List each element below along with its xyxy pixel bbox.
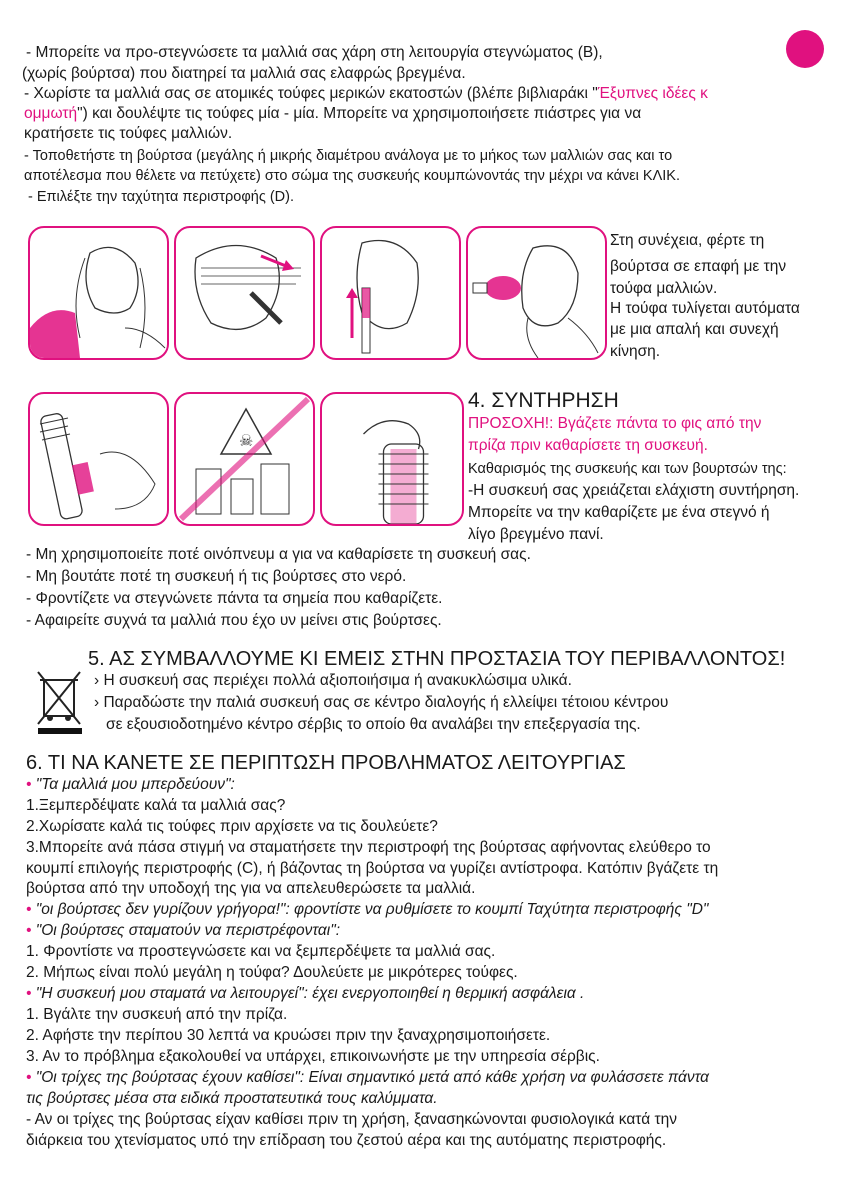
- problem-3-step-1: 1. Φροντίστε να προστεγνώσετε και να ξεμπερδέψετε τα μαλλιά σας.: [26, 943, 496, 960]
- problem-1-step-3c: βούρτσα από την υποδοχή της για να απελευθερώσετε τα μαλλιά.: [26, 880, 476, 897]
- problem-3-step-2: 2. Μήπως είναι πολύ μεγάλη η τούφα? Δουλεύετε με μικρότερες τούφες.: [26, 964, 518, 981]
- problem-2: • "οι βούρτσες δεν γυρίζουν γρήγορα!": φροντίστε να ρυθμίσετε το κουμπί Ταχύτητα περιστροφής "D": [26, 901, 709, 918]
- side-text-5: με μια απαλή και συνεχή: [610, 321, 779, 338]
- chevron-right-icon: ›: [94, 694, 100, 711]
- maintenance-bullet-1: - Μη χρησιμοποιείτε ποτέ οινόπνευμ α για να καθαρίσετε τη συσκευή σας.: [26, 546, 531, 563]
- intro-line-8: - Επιλέξτε την ταχύτητα περιστροφής (D).: [28, 189, 294, 205]
- maintenance-line-3: Μπορείτε να την καθαρίζετε με ένα στεγνό ή: [468, 504, 770, 521]
- troubleshooting-title: 6. ΤΙ ΝΑ ΚΑΝΕΤΕ ΣΕ ΠΕΡΙΠΤΩΣΗ ΠΡΟΒΛΗΜΑΤΟΣ ΛΕΙΤΟΥΡΓΙΑΣ: [26, 752, 626, 774]
- problem-1-step-2: 2.Χωρίσατε καλά τις τούφες πριν αρχίσετε να τις δουλεύετε?: [26, 818, 438, 835]
- problem-6-line-1: - Αν οι τρίχες της βούρτσας είχαν καθίσει πριν τη χρήση, ξανασηκώνονται φυσιολογικά κατά την: [26, 1111, 677, 1128]
- side-text-1: Στη συνέχεια, φέρτε τη: [610, 232, 765, 249]
- svg-text:☠: ☠: [239, 433, 254, 450]
- page-marker-dot: [786, 30, 824, 68]
- maintenance-line-4: λίγο βρεγμένο πανί.: [468, 526, 604, 543]
- problem-1-title: • "Τα μαλλιά μου μπερδεύουν":: [26, 776, 235, 793]
- problem-1-step-1: 1.Ξεμπερδέψατε καλά τα μαλλιά σας?: [26, 797, 286, 814]
- problem-4-title: • "Η συσκευή μου σταματά να λειτουργεί": έχει ενεργοποιηθεί η θερμική ασφάλεια .: [26, 985, 585, 1002]
- illustration-brush-cleaning: [320, 392, 464, 526]
- illustration-winding: [466, 226, 607, 360]
- intro-line-5: κρατήσετε τις τούφες μαλλιών.: [24, 125, 233, 142]
- side-text-2: βούρτσα σε επαφή με την: [610, 258, 787, 275]
- environment-line-3: σε εξουσιοδοτημένο κέντρο σέρβις το οποίο θα αναλάβει την επεξεργασία της.: [106, 716, 641, 733]
- problem-5-title: • "Οι τρίχες της βούρτσας έχουν καθίσει": Είναι σημαντικό μετά από κάθε χρήση να φυλάσσετε πάντα: [26, 1069, 710, 1086]
- intro-line-1: - Μπορείτε να προ-στεγνώσετε τα μαλλιά σας χάρη στη λειτουργία στεγνώματος (B),: [26, 44, 603, 61]
- problem-1-step-3: 3.Μπορείτε ανά πάσα στιγμή να σταματήσετε την περιστροφή της βούρτσας αφήνοντας ελεύθερο το: [26, 839, 711, 856]
- problem-5-line-2: τις βούρτσες μέσα στα ειδικά προστατευτικά τους καλύμματα.: [26, 1090, 438, 1107]
- environment-line-2: › Παραδώστε την παλιά συσκευή σας σε κέντρο διαλογής ή ελλείψει τέτοιου κέντρου: [94, 694, 669, 711]
- illustration-sectioning: [174, 226, 315, 360]
- intro-line-2: (χωρίς βούρτσα) που διατηρεί τα μαλλιά σας ελαφρώς βρεγμένα.: [22, 65, 466, 82]
- maintenance-line-2: -Η συσκευή σας χρειάζεται ελάχιστη συντήρηση.: [468, 482, 800, 499]
- intro-line-6: - Τοποθετήστε τη βούρτσα (μεγάλης ή μικρής διαμέτρου ανάλογα με το μήκος των μαλλιών σας και το: [24, 148, 673, 164]
- illustration-no-alcohol: [174, 392, 315, 526]
- weee-bin-icon: [34, 668, 86, 736]
- intro-line-3: - Χωρίστε τα μαλλιά σας σε ατομικές τούφες μερικών εκατοστών (βλέπε βιβλιαράκι "Έξυπνες ιδέες κ: [24, 85, 708, 102]
- environment-line-1: › Η συσκευή σας περιέχει πολλά αξιοποιήσιμα ή ανακυκλώσιμα υλικά.: [94, 672, 572, 689]
- maintenance-bullet-2: - Μη βουτάτε ποτέ τη συσκευή ή τις βούρτσες στο νερό.: [26, 568, 407, 585]
- maintenance-title: 4. ΣΥΝΤΗΡΗΣΗ: [468, 389, 619, 412]
- problem-4-step-1: 1. Βγάλτε την συσκευή από την πρίζα.: [26, 1006, 288, 1023]
- problem-4-step-3: 3. Αν το πρόβλημα εξακολουθεί να υπάρχει, επικοινωνήστε με την υπηρεσία σέρβις.: [26, 1048, 600, 1065]
- maintenance-warning-2: πρίζα πριν καθαρίσετε τη συσκευή.: [468, 437, 708, 454]
- maintenance-warning-1: ΠΡΟΣΟΧΗ!: Βγάζετε πάντα το φις από την: [468, 415, 762, 432]
- problem-1-step-3b: κουμπί επιλογής περιστροφής (C), ή βάζοντας τη βούρτσα να γυρίζει αντίστροφα. Κατόπιν βγάζετε τη: [26, 860, 719, 877]
- environment-title: 5. ΑΣ ΣΥΜΒΑΛΛΟΥΜΕ ΚΙ ΕΜΕΙΣ ΣΤΗΝ ΠΡΟΣΤΑΣΙΑ ΤΟΥ ΠΕΡΙΒΑΛΛΟΝΤΟΣ!: [88, 648, 786, 670]
- problem-4-step-2: 2. Αφήστε την περίπου 30 λεπτά να κρυώσει πριν την ξαναχρησιμοποιήσετε.: [26, 1027, 551, 1044]
- illustration-pre-drying: [28, 226, 169, 360]
- chevron-right-icon: ›: [94, 672, 100, 689]
- illustration-brush-attach: [320, 226, 461, 360]
- maintenance-bullet-4: - Αφαιρείτε συχνά τα μαλλιά που έχο υν μείνει στις βούρτσες.: [26, 612, 442, 629]
- illustration-cloth-wipe: [28, 392, 169, 526]
- side-text-3: τούφα μαλλιών.: [610, 280, 718, 297]
- maintenance-bullet-3: - Φροντίζετε να στεγνώνετε πάντα τα σημεία που καθαρίζετε.: [26, 590, 443, 607]
- maintenance-line-1: Καθαρισμός της συσκευής και των βουρτσών της:: [468, 461, 787, 477]
- intro-line-7: αποτέλεσμα που θέλετε να πετύχετε) στο σώμα της συσκευής κουμπώνοντάς την μέχρι να κάνει ΚΛΙΚ.: [24, 168, 681, 184]
- problem-6-line-2: διάρκεια του χτενίσματος υπό την επίδραση του ζεστού αέρα και της αυτόματης περιστροφής.: [26, 1132, 667, 1149]
- intro-line-4: ομμωτή") και δουλέψτε τις τούφες μία - μία. Μπορείτε να χρησιμοποιήσετε πιάστρες για να: [24, 105, 642, 122]
- side-text-6: κίνηση.: [610, 343, 661, 360]
- problem-3-title: • "Οι βούρτσες σταματούν να περιστρέφονται":: [26, 922, 341, 939]
- side-text-4: Η τούφα τυλίγεται αυτόματα: [610, 300, 800, 317]
